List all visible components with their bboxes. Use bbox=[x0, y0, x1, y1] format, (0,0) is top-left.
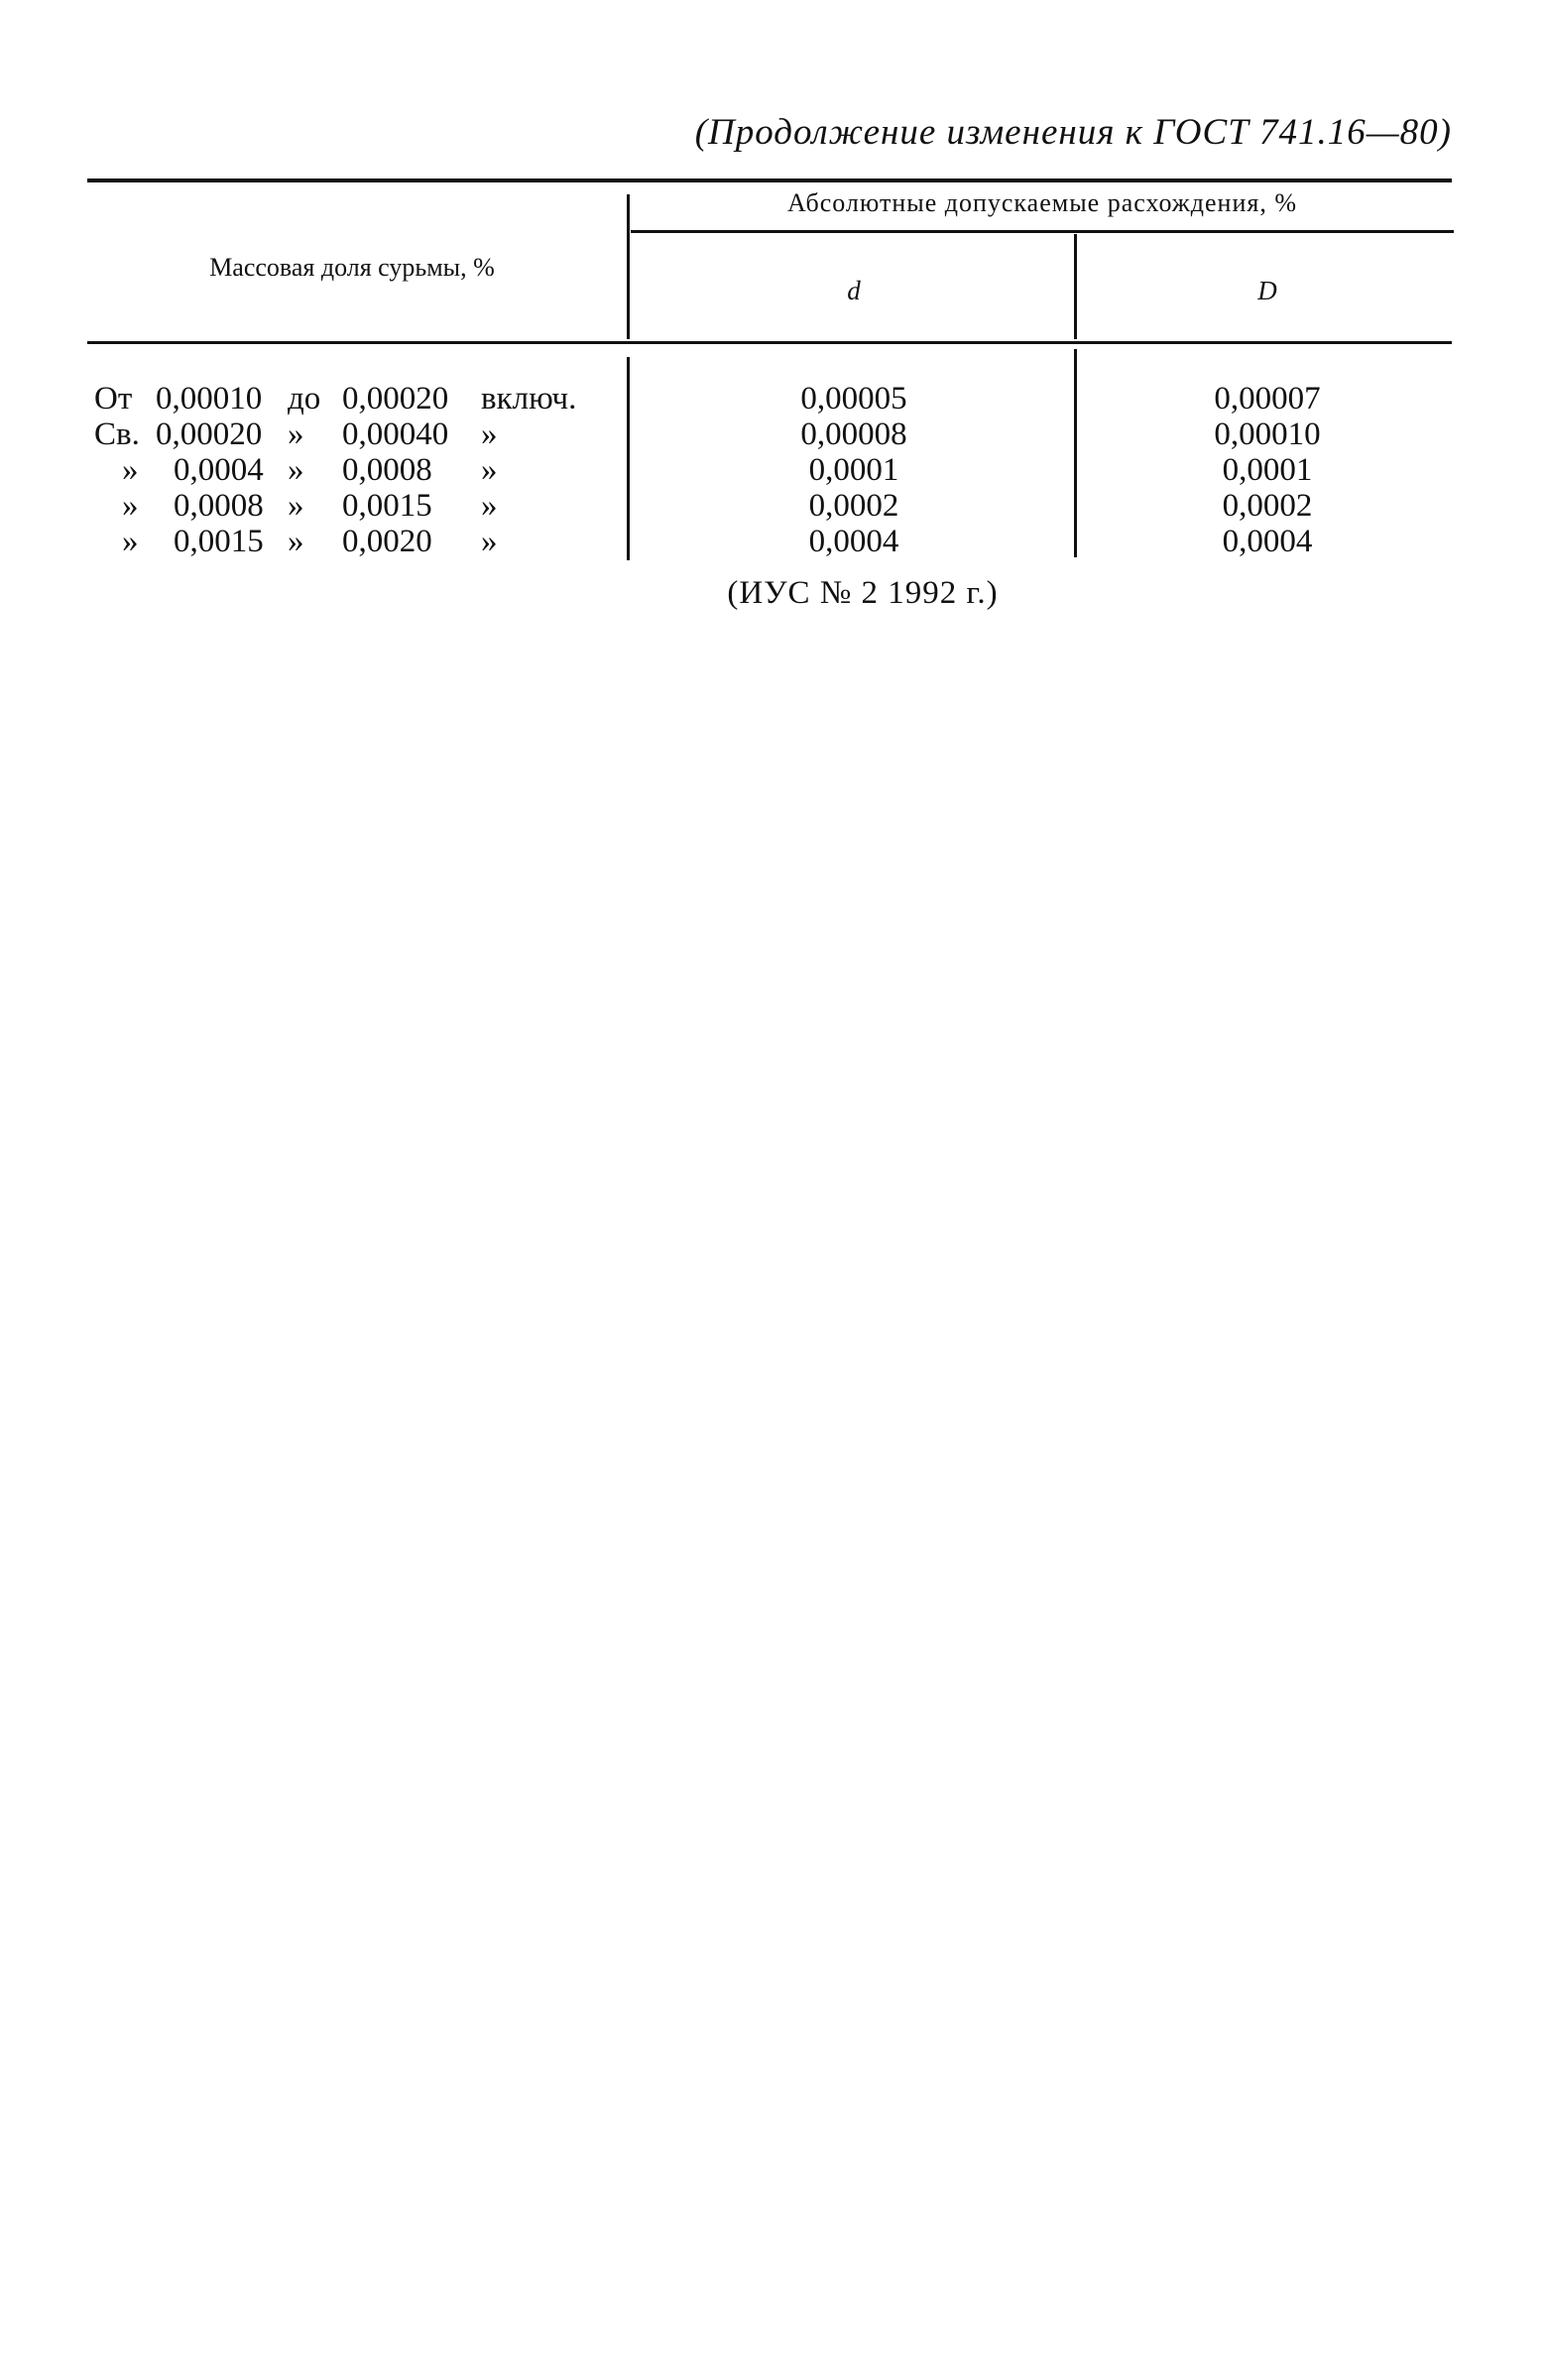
range-suffix: » bbox=[481, 452, 498, 488]
column-header-absolute: Абсолютные допускаемые расхождения, % bbox=[787, 188, 1297, 217]
value-d: 0,00005 bbox=[800, 381, 907, 416]
value-D: 0,00007 bbox=[1214, 381, 1321, 416]
range-prefix: » bbox=[122, 524, 139, 559]
value-d: 0,0004 bbox=[808, 524, 899, 559]
range-suffix: включ. bbox=[481, 381, 577, 416]
value-D: 0,00010 bbox=[1214, 416, 1321, 452]
value-d: 0,0001 bbox=[808, 452, 899, 488]
range-connector: » bbox=[288, 416, 304, 452]
range-connector: » bbox=[288, 452, 304, 488]
page-header: (Продолжение изменения к ГОСТ 741.16—80) bbox=[694, 112, 1452, 153]
range-prefix: От bbox=[94, 381, 133, 416]
range-low: 0,0004 bbox=[174, 452, 264, 488]
table-row bbox=[0, 381, 1547, 416]
footer-reference: (ИУС № 2 1992 г.) bbox=[727, 575, 999, 611]
header-bottom-rule bbox=[87, 341, 1452, 344]
range-low: 0,0015 bbox=[174, 524, 264, 559]
range-low: 0,00020 bbox=[156, 416, 263, 452]
column-header-D: D bbox=[1257, 276, 1277, 305]
range-low: 0,00010 bbox=[156, 381, 263, 416]
column-header-d: d bbox=[847, 276, 861, 305]
header-sub-rule bbox=[631, 230, 1454, 233]
value-d: 0,00008 bbox=[800, 416, 907, 452]
column-header-mass: Массовая доля сурьмы, % bbox=[209, 253, 495, 282]
range-high: 0,0008 bbox=[342, 452, 432, 488]
value-D: 0,0001 bbox=[1222, 452, 1313, 488]
range-suffix: » bbox=[481, 488, 498, 524]
range-connector: » bbox=[288, 524, 304, 559]
range-prefix: » bbox=[122, 452, 139, 488]
value-d: 0,0002 bbox=[808, 488, 899, 524]
header-divider-left bbox=[627, 194, 630, 339]
range-high: 0,0015 bbox=[342, 488, 432, 524]
value-D: 0,0002 bbox=[1222, 488, 1313, 524]
value-D: 0,0004 bbox=[1222, 524, 1313, 559]
table-row bbox=[0, 452, 1547, 488]
range-prefix: Св. bbox=[94, 416, 140, 452]
table-row bbox=[0, 416, 1547, 452]
range-prefix: » bbox=[122, 488, 139, 524]
table-row bbox=[0, 488, 1547, 524]
range-high: 0,0020 bbox=[342, 524, 432, 559]
table-top-rule bbox=[87, 178, 1452, 182]
range-high: 0,00040 bbox=[342, 416, 449, 452]
table-row bbox=[0, 524, 1547, 559]
range-connector: до bbox=[288, 381, 321, 416]
range-high: 0,00020 bbox=[342, 381, 449, 416]
range-connector: » bbox=[288, 488, 304, 524]
range-suffix: » bbox=[481, 524, 498, 559]
range-suffix: » bbox=[481, 416, 498, 452]
range-low: 0,0008 bbox=[174, 488, 264, 524]
